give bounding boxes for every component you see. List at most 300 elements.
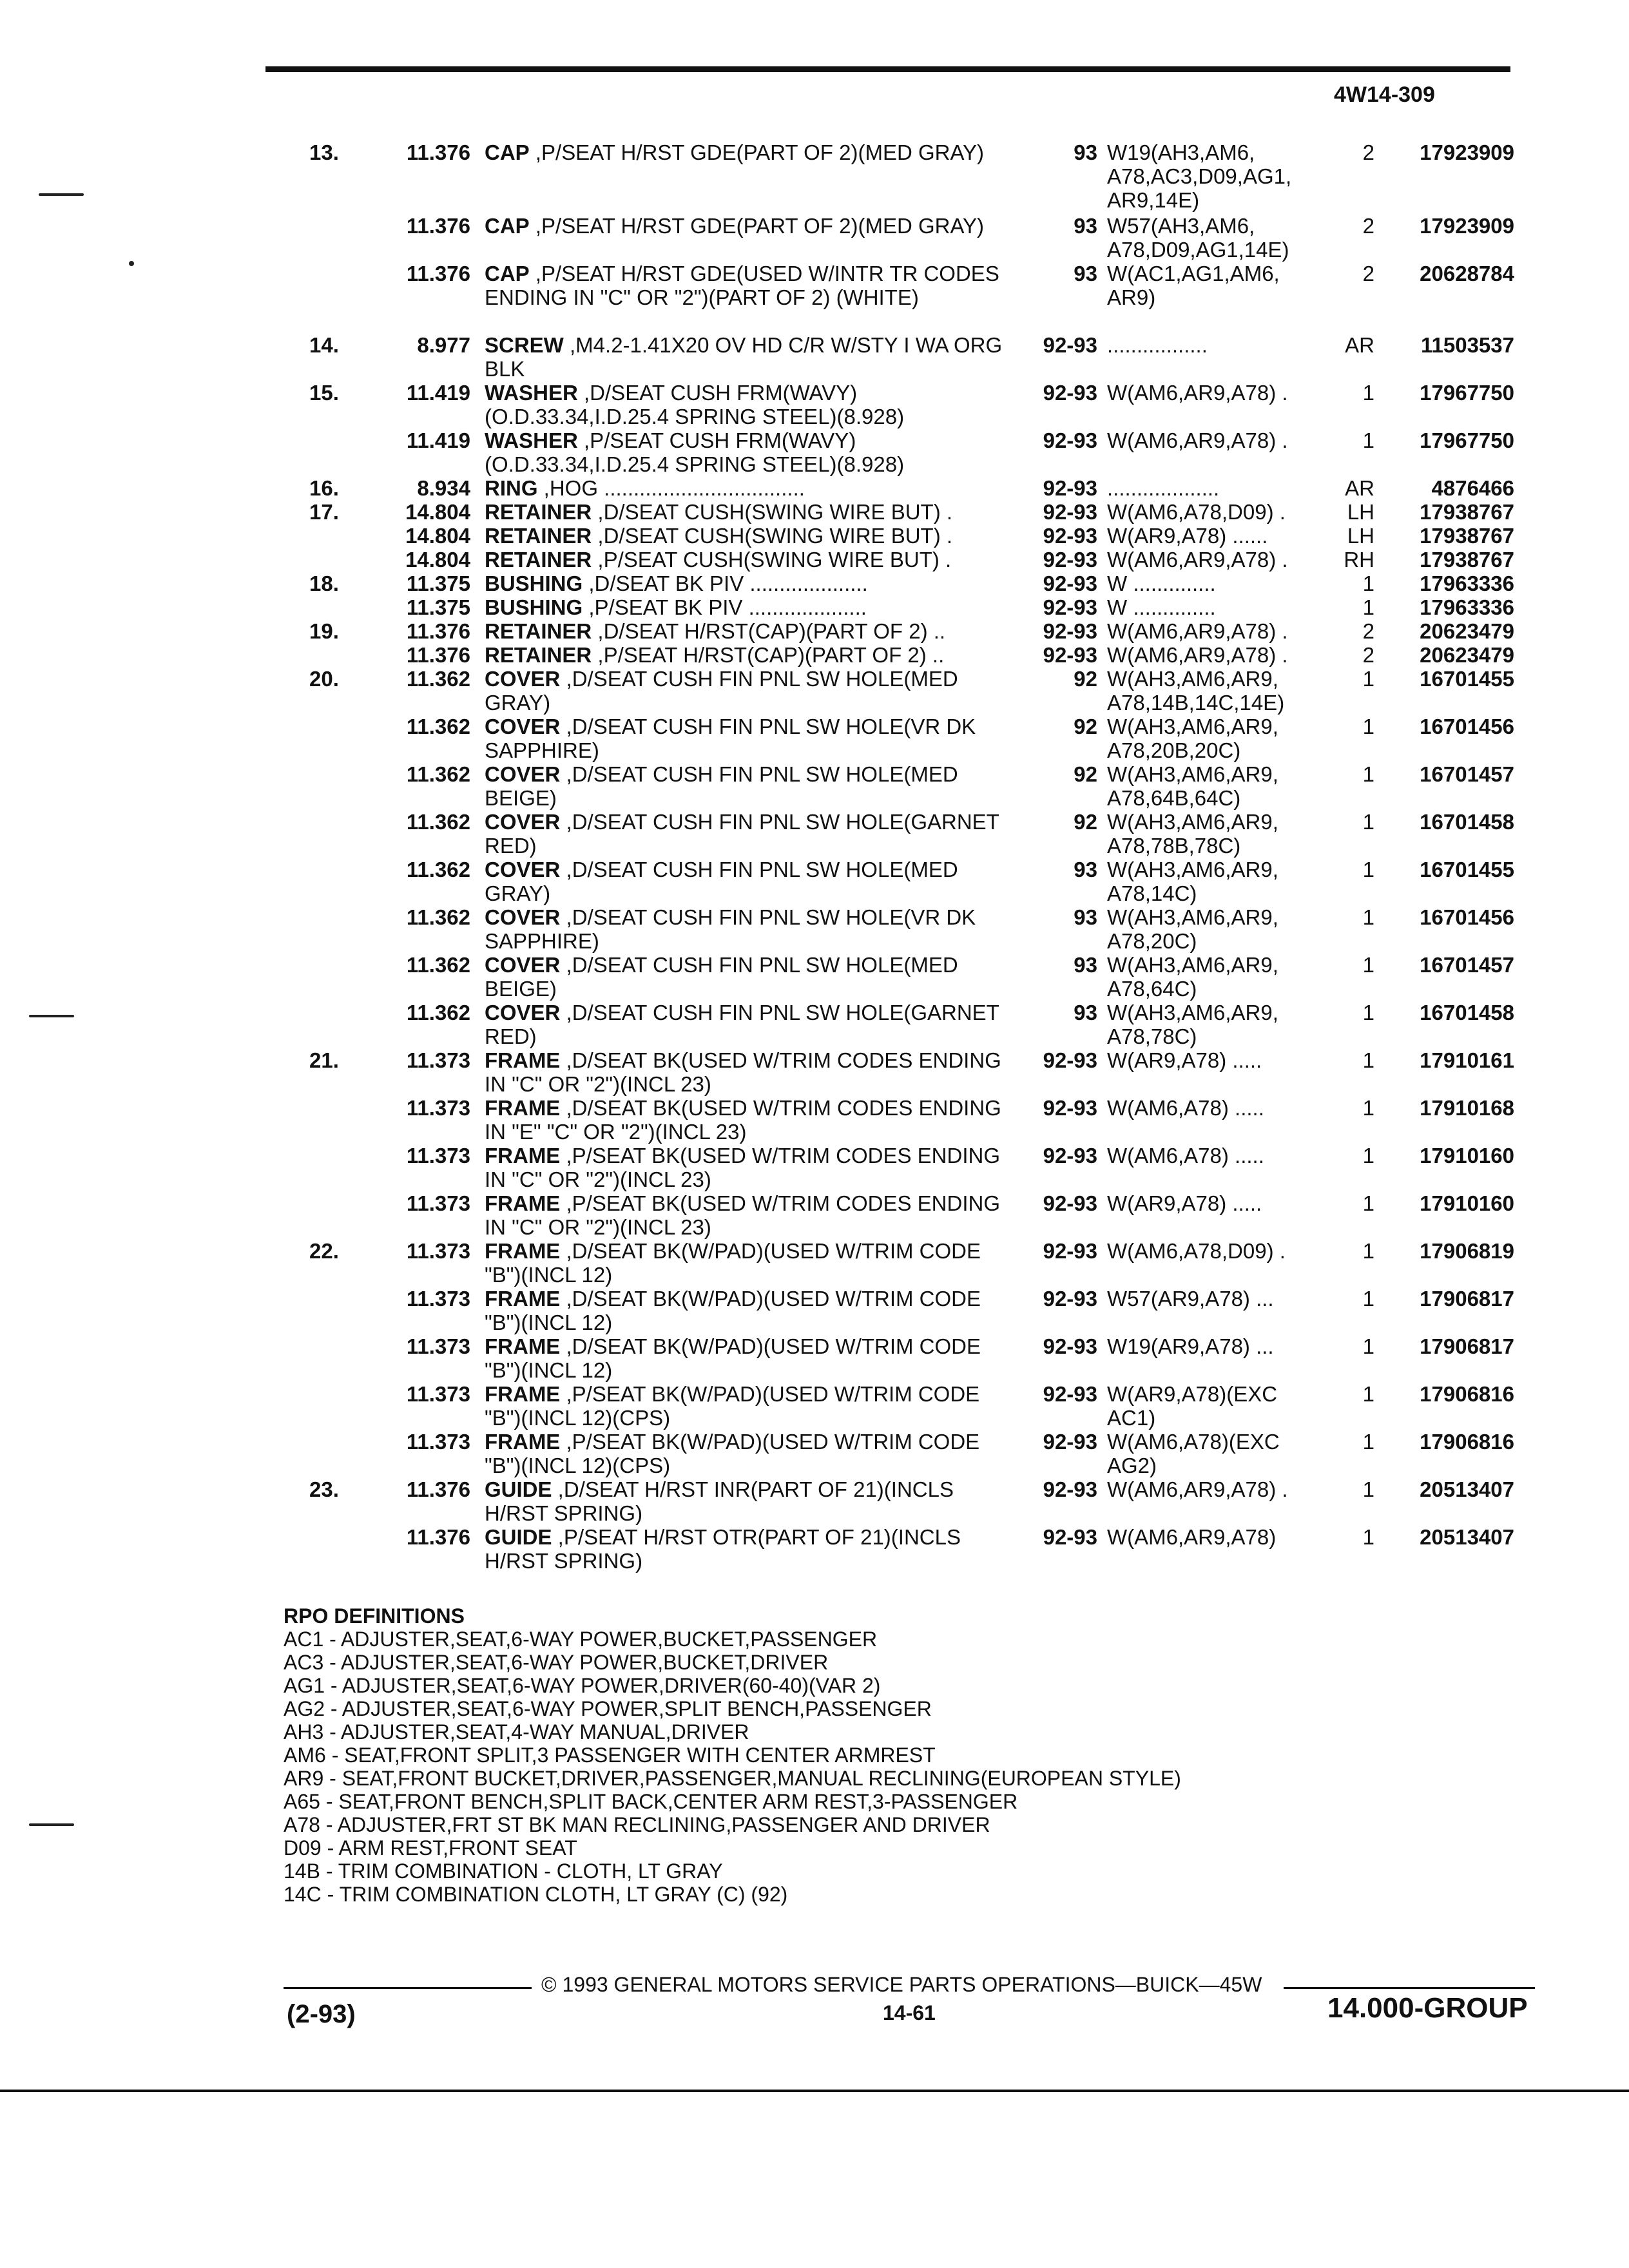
- part-description: [485, 1525, 1013, 1573]
- part-number: 17963336: [1420, 572, 1514, 595]
- usage-codes: W(AM6,AR9,A78) .: [1107, 1477, 1288, 1501]
- part-description: [485, 1477, 1013, 1525]
- group-number: 14.804: [405, 500, 470, 524]
- usage-codes: W(AM6,AR9,A78): [1107, 1525, 1277, 1549]
- part-detail: ,P/SEAT H/RST GDE(PART OF 2)(MED GRAY): [529, 140, 985, 164]
- quantity: 1: [1362, 381, 1374, 405]
- group-number: 11.376: [406, 262, 470, 285]
- group-number: 11.362: [406, 905, 470, 929]
- part-detail: ,D/SEAT H/RST(CAP)(PART OF 2) ..: [592, 619, 946, 643]
- model-year: 92-93: [1043, 476, 1097, 500]
- part-detail: ,D/SEAT H/RST INR(PART OF 21)(INCLS H/RST SPRING): [485, 1477, 954, 1525]
- part-number: 17910160: [1420, 1191, 1514, 1215]
- part-number: 16701455: [1420, 667, 1514, 691]
- part-detail: ,D/SEAT CUSH FIN PNL SW HOLE(VR DK SAPPHIRE): [485, 905, 976, 953]
- part-number: 16701457: [1420, 953, 1514, 977]
- part-detail: ,D/SEAT CUSH FIN PNL SW HOLE(GARNET RED): [485, 1001, 999, 1048]
- part-description: [485, 1096, 1013, 1144]
- table-row: [0, 333, 1629, 381]
- quantity: 1: [1362, 1430, 1374, 1454]
- quantity: AR: [1345, 476, 1374, 500]
- table-row: [0, 715, 1629, 762]
- part-name: COVER: [485, 715, 561, 738]
- part-number: 17910161: [1420, 1048, 1514, 1072]
- part-number: 17967750: [1420, 428, 1514, 452]
- part-detail: ,D/SEAT BK PIV ....................: [583, 572, 868, 595]
- table-row: [0, 1382, 1629, 1430]
- part-name: FRAME: [485, 1430, 561, 1454]
- part-number: 16701456: [1420, 905, 1514, 929]
- table-row: [0, 953, 1629, 1001]
- usage-codes: ...................: [1107, 476, 1220, 500]
- part-description: [485, 619, 1013, 643]
- part-detail: ,HOG ..................................: [537, 476, 805, 500]
- part-description: [485, 333, 1013, 381]
- group-number: 11.373: [406, 1334, 470, 1358]
- part-name: WASHER: [485, 381, 578, 405]
- usage-codes: W(AH3,AM6,AR9, A78,64C): [1107, 953, 1278, 1001]
- table-row: [0, 905, 1629, 953]
- part-number: 17906816: [1420, 1382, 1514, 1406]
- model-year: 93: [1074, 214, 1097, 238]
- top-rule: [265, 66, 1510, 72]
- model-year: 92: [1074, 810, 1097, 834]
- group-number: 11.373: [406, 1048, 470, 1072]
- group-number: 11.373: [406, 1287, 470, 1311]
- model-year: 92-93: [1043, 428, 1097, 452]
- part-number: 17967750: [1420, 381, 1514, 405]
- quantity: AR: [1345, 333, 1374, 357]
- quantity: 1: [1362, 572, 1374, 595]
- model-year: 92-93: [1043, 1334, 1097, 1358]
- model-year: 92-93: [1043, 1477, 1097, 1501]
- model-year: 92-93: [1043, 548, 1097, 572]
- part-name: COVER: [485, 667, 561, 691]
- part-number: 11503537: [1420, 333, 1514, 357]
- figure-number: 18.: [309, 572, 339, 595]
- quantity: 1: [1362, 1239, 1374, 1263]
- group-number: 11.362: [406, 1001, 470, 1024]
- usage-codes: W(AM6,A78)(EXC AG2): [1107, 1430, 1280, 1477]
- usage-codes: W(AM6,AR9,A78) .: [1107, 548, 1288, 572]
- table-row: [0, 810, 1629, 858]
- revision-date: (2-93): [287, 2000, 356, 2028]
- part-detail: ,D/SEAT BK(W/PAD)(USED W/TRIM CODE "B")(INCL 12): [485, 1334, 981, 1382]
- figure-number: 21.: [309, 1048, 339, 1072]
- quantity: 2: [1362, 214, 1374, 238]
- group-number: 11.373: [406, 1096, 470, 1120]
- model-year: 92-93: [1043, 1382, 1097, 1406]
- rpo-lines: [284, 1628, 1379, 1906]
- usage-codes: W(AR9,A78)(EXC AC1): [1107, 1382, 1278, 1430]
- part-description: [485, 1239, 1013, 1287]
- part-name: FRAME: [485, 1096, 561, 1120]
- usage-codes: W(AM6,AR9,A78) .: [1107, 381, 1288, 405]
- group-number: 14.804: [405, 548, 470, 572]
- rpo-definition: 14C - TRIM COMBINATION CLOTH, LT GRAY (C) (92): [284, 1883, 788, 1906]
- group-number: 11.362: [406, 762, 470, 786]
- model-year: 92-93: [1043, 524, 1097, 548]
- table-row: [0, 643, 1629, 667]
- table-row: [0, 595, 1629, 619]
- part-name: RETAINER: [485, 548, 592, 572]
- rpo-definition: AM6 - SEAT,FRONT SPLIT,3 PASSENGER WITH CENTER ARMREST: [284, 1744, 936, 1767]
- model-year: 92-93: [1043, 500, 1097, 524]
- part-description: [485, 140, 1013, 164]
- table-row: [0, 381, 1629, 428]
- table-row: [0, 524, 1629, 548]
- part-number: 20623479: [1420, 619, 1514, 643]
- quantity: 1: [1362, 1477, 1374, 1501]
- part-detail: ,D/SEAT BK(W/PAD)(USED W/TRIM CODE "B")(INCL 12): [485, 1287, 981, 1334]
- quantity: 1: [1362, 762, 1374, 786]
- part-detail: ,D/SEAT CUSH FIN PNL SW HOLE(VR DK SAPPHIRE): [485, 715, 976, 762]
- group-number: 11.375: [406, 572, 470, 595]
- model-year: 93: [1074, 858, 1097, 881]
- part-description: [485, 810, 1013, 858]
- table-row: [0, 572, 1629, 595]
- part-number: 20513407: [1420, 1525, 1514, 1549]
- rpo-definition: A78 - ADJUSTER,FRT ST BK MAN RECLINING,PASSENGER AND DRIVER: [284, 1813, 990, 1836]
- part-description: [485, 500, 1013, 524]
- model-year: 92-93: [1043, 333, 1097, 357]
- quantity: 1: [1362, 1287, 1374, 1311]
- part-detail: ,D/SEAT CUSH(SWING WIRE BUT) .: [592, 524, 953, 548]
- usage-codes: W(AM6,AR9,A78) .: [1107, 643, 1288, 667]
- quantity: 1: [1362, 595, 1374, 619]
- usage-codes: W(AH3,AM6,AR9, A78,78C): [1107, 1001, 1278, 1048]
- quantity: LH: [1347, 524, 1374, 548]
- group-number: 11.362: [406, 715, 470, 738]
- table-row: [0, 619, 1629, 643]
- part-name: COVER: [485, 905, 561, 929]
- usage-codes: W57(AH3,AM6, A78,D09,AG1,14E): [1107, 214, 1289, 262]
- usage-codes: W ..............: [1107, 595, 1216, 619]
- table-row: [0, 214, 1629, 262]
- part-detail: ,P/SEAT H/RST OTR(PART OF 21)(INCLS H/RST SPRING): [485, 1525, 961, 1573]
- part-detail: ,D/SEAT BK(USED W/TRIM CODES ENDING IN "E" "C" OR "2")(INCL 23): [485, 1096, 1001, 1144]
- table-row: [0, 500, 1629, 524]
- part-number: 17906819: [1420, 1239, 1514, 1263]
- part-name: GUIDE: [485, 1525, 552, 1549]
- quantity: 2: [1362, 140, 1374, 164]
- usage-codes: .................: [1107, 333, 1208, 357]
- part-number: 17923909: [1420, 214, 1514, 238]
- usage-codes: W(AM6,AR9,A78) .: [1107, 619, 1288, 643]
- group-number: 11.362: [406, 953, 470, 977]
- part-name: FRAME: [485, 1191, 561, 1215]
- part-detail: ,D/SEAT CUSH FIN PNL SW HOLE(MED GRAY): [485, 858, 958, 905]
- table-row: [0, 1334, 1629, 1382]
- quantity: 1: [1362, 1001, 1374, 1024]
- table-row: [0, 1477, 1629, 1525]
- usage-codes: W(AH3,AM6,AR9, A78,64B,64C): [1107, 762, 1278, 810]
- part-name: RETAINER: [485, 643, 592, 667]
- usage-codes: W(AH3,AM6,AR9, A78,20B,20C): [1107, 715, 1278, 762]
- part-name: RETAINER: [485, 619, 592, 643]
- part-name: FRAME: [485, 1144, 561, 1168]
- figure-number: 15.: [309, 381, 339, 405]
- parts-list: [0, 140, 1629, 1573]
- model-year: 92-93: [1043, 1239, 1097, 1263]
- figure-number: 16.: [309, 476, 339, 500]
- part-name: RETAINER: [485, 500, 592, 524]
- rpo-definition: AC1 - ADJUSTER,SEAT,6-WAY POWER,BUCKET,PASSENGER: [284, 1628, 878, 1651]
- part-description: [485, 476, 1013, 500]
- rpo-definition: AG2 - ADJUSTER,SEAT,6-WAY POWER,SPLIT BENCH,PASSENGER: [284, 1697, 932, 1720]
- figure-number: 19.: [309, 619, 339, 643]
- quantity: 1: [1362, 1048, 1374, 1072]
- rpo-definitions: [284, 1604, 1379, 1906]
- model-year: 93: [1074, 905, 1097, 929]
- part-description: [485, 572, 1013, 595]
- table-row: [0, 476, 1629, 500]
- quantity: 1: [1362, 1334, 1374, 1358]
- part-number: 17906816: [1420, 1430, 1514, 1454]
- table-row: [0, 140, 1629, 214]
- group-number: 11.419: [406, 428, 470, 452]
- quantity: 2: [1362, 619, 1374, 643]
- part-description: [485, 1191, 1013, 1239]
- part-number: 17938767: [1420, 500, 1514, 524]
- figure-number: 22.: [309, 1239, 339, 1263]
- part-number: 16701455: [1420, 858, 1514, 881]
- rpo-definition: AC3 - ADJUSTER,SEAT,6-WAY POWER,BUCKET,DRIVER: [284, 1651, 829, 1674]
- part-detail: ,D/SEAT CUSH FIN PNL SW HOLE(MED GRAY): [485, 667, 958, 715]
- usage-codes: W(AR9,A78) .....: [1107, 1048, 1262, 1072]
- figure-number: 23.: [309, 1477, 339, 1501]
- model-year: 92-93: [1043, 619, 1097, 643]
- usage-codes: W(AH3,AM6,AR9, A78,14B,14C,14E): [1107, 667, 1285, 715]
- model-year: 93: [1074, 953, 1097, 977]
- part-name: COVER: [485, 953, 561, 977]
- group-number: 11.373: [406, 1239, 470, 1263]
- part-number: 17910160: [1420, 1144, 1514, 1168]
- part-number: 4876466: [1431, 476, 1514, 500]
- part-description: [485, 1048, 1013, 1096]
- group-number: 11.373: [406, 1191, 470, 1215]
- part-detail: ,P/SEAT CUSH(SWING WIRE BUT) .: [592, 548, 952, 572]
- group-label: 14.000-GROUP: [1327, 1992, 1528, 2024]
- table-row: [0, 1048, 1629, 1096]
- group-number: 8.977: [417, 333, 470, 357]
- part-detail: ,D/SEAT CUSH FIN PNL SW HOLE(GARNET RED): [485, 810, 999, 858]
- part-detail: ,D/SEAT CUSH(SWING WIRE BUT) .: [592, 500, 953, 524]
- table-row: [0, 762, 1629, 810]
- usage-codes: W19(AH3,AM6, A78,AC3,D09,AG1, AR9,14E): [1107, 140, 1292, 212]
- footer-rule-left: [284, 1987, 532, 1989]
- part-name: FRAME: [485, 1382, 561, 1406]
- bottom-rule: [0, 2090, 1629, 2092]
- quantity: 1: [1362, 858, 1374, 881]
- part-number: 17906817: [1420, 1334, 1514, 1358]
- table-row: [0, 667, 1629, 715]
- part-name: FRAME: [485, 1048, 561, 1072]
- figure-number: 17.: [309, 500, 339, 524]
- part-detail: ,D/SEAT BK(W/PAD)(USED W/TRIM CODE "B")(INCL 12): [485, 1239, 981, 1287]
- usage-codes: W(AM6,A78,D09) .: [1107, 500, 1286, 524]
- model-year: 92-93: [1043, 1096, 1097, 1120]
- quantity: 2: [1362, 262, 1374, 285]
- quantity: 1: [1362, 428, 1374, 452]
- usage-codes: W19(AR9,A78) ...: [1107, 1334, 1274, 1358]
- rpo-definition: 14B - TRIM COMBINATION - CLOTH, LT GRAY: [284, 1860, 723, 1883]
- usage-codes: W(AH3,AM6,AR9, A78,78B,78C): [1107, 810, 1278, 858]
- group-number: 11.376: [406, 1525, 470, 1549]
- margin-mark: [29, 1015, 74, 1017]
- part-description: [485, 1382, 1013, 1430]
- part-detail: ,P/SEAT BK(USED W/TRIM CODES ENDING IN "C" OR "2")(INCL 23): [485, 1191, 1001, 1239]
- part-name: FRAME: [485, 1239, 561, 1263]
- part-name: CAP: [485, 214, 530, 238]
- usage-codes: W(AM6,A78) .....: [1107, 1144, 1264, 1168]
- part-name: SCREW: [485, 333, 564, 357]
- part-name: BUSHING: [485, 595, 583, 619]
- table-row: [0, 858, 1629, 905]
- table-row: [0, 1287, 1629, 1334]
- table-row: [0, 1525, 1629, 1573]
- model-year: 92-93: [1043, 1287, 1097, 1311]
- usage-codes: W ..............: [1107, 572, 1216, 595]
- part-detail: ,D/SEAT CUSH FRM(WAVY) (O.D.33.34,I.D.25.4 SPRING STEEL)(8.928): [485, 381, 905, 428]
- table-row: [0, 548, 1629, 572]
- part-description: [485, 762, 1013, 810]
- usage-codes: W(AM6,A78,D09) .: [1107, 1239, 1286, 1263]
- part-name: CAP: [485, 262, 530, 285]
- model-year: 92: [1074, 715, 1097, 738]
- margin-dot: [129, 261, 134, 266]
- part-description: [485, 1334, 1013, 1382]
- model-year: 92-93: [1043, 643, 1097, 667]
- usage-codes: W(AH3,AM6,AR9, A78,14C): [1107, 858, 1278, 905]
- model-year: 92-93: [1043, 1191, 1097, 1215]
- model-year: 92-93: [1043, 572, 1097, 595]
- part-description: [485, 858, 1013, 905]
- page-number: 14-61: [883, 2001, 936, 2024]
- part-name: COVER: [485, 762, 561, 786]
- part-number: 17938767: [1420, 548, 1514, 572]
- table-row: [0, 1096, 1629, 1144]
- part-description: [485, 905, 1013, 953]
- table-row: [0, 1001, 1629, 1048]
- part-number: 17906817: [1420, 1287, 1514, 1311]
- rpo-definition: AR9 - SEAT,FRONT BUCKET,DRIVER,PASSENGER,MANUAL RECLINING(EUROPEAN STYLE): [284, 1767, 1181, 1790]
- model-year: 92-93: [1043, 1048, 1097, 1072]
- quantity: 1: [1362, 1144, 1374, 1168]
- quantity: LH: [1347, 500, 1374, 524]
- part-name: RETAINER: [485, 524, 592, 548]
- part-detail: ,D/SEAT CUSH FIN PNL SW HOLE(MED BEIGE): [485, 762, 958, 810]
- rpo-definition: AH3 - ADJUSTER,SEAT,4-WAY MANUAL,DRIVER: [284, 1720, 749, 1744]
- part-number: 16701458: [1420, 1001, 1514, 1024]
- table-row: [0, 1191, 1629, 1239]
- part-number: 17938767: [1420, 524, 1514, 548]
- part-name: COVER: [485, 858, 561, 881]
- part-description: [485, 428, 1013, 476]
- group-number: 11.373: [406, 1144, 470, 1168]
- part-detail: ,P/SEAT BK(W/PAD)(USED W/TRIM CODE "B")(INCL 12)(CPS): [485, 1430, 980, 1477]
- quantity: 1: [1362, 953, 1374, 977]
- group-number: 11.376: [406, 619, 470, 643]
- group-number: 11.373: [406, 1430, 470, 1454]
- part-name: BUSHING: [485, 572, 583, 595]
- usage-codes: W(AC1,AG1,AM6, AR9): [1107, 262, 1280, 309]
- part-description: [485, 262, 1013, 309]
- table-row: [0, 1239, 1629, 1287]
- figure-number: 20.: [309, 667, 339, 691]
- part-number: 20628784: [1420, 262, 1514, 285]
- part-number: 17923909: [1420, 140, 1514, 164]
- part-detail: ,D/SEAT BK(USED W/TRIM CODES ENDING IN "C" OR "2")(INCL 23): [485, 1048, 1001, 1096]
- part-description: [485, 1287, 1013, 1334]
- table-row: [0, 262, 1629, 333]
- part-description: [485, 715, 1013, 762]
- rpo-title: RPO DEFINITIONS: [284, 1604, 465, 1628]
- part-description: [485, 381, 1013, 428]
- part-name: FRAME: [485, 1287, 561, 1311]
- usage-codes: W(AM6,AR9,A78) .: [1107, 428, 1288, 452]
- part-description: [485, 1144, 1013, 1191]
- usage-codes: W(AR9,A78) .....: [1107, 1191, 1262, 1215]
- quantity: 1: [1362, 905, 1374, 929]
- copyright: © 1993 GENERAL MOTORS SERVICE PARTS OPERATIONS—BUICK—45W: [541, 1973, 1262, 1996]
- table-row: [0, 1430, 1629, 1477]
- quantity: 2: [1362, 643, 1374, 667]
- usage-codes: W(AH3,AM6,AR9, A78,20C): [1107, 905, 1278, 953]
- usage-codes: W(AM6,A78) .....: [1107, 1096, 1264, 1120]
- part-name: COVER: [485, 1001, 561, 1024]
- model-year: 93: [1074, 1001, 1097, 1024]
- part-description: [485, 524, 1013, 548]
- quantity: RH: [1344, 548, 1374, 572]
- part-number: 20513407: [1420, 1477, 1514, 1501]
- group-number: 11.362: [406, 858, 470, 881]
- quantity: 1: [1362, 1525, 1374, 1549]
- page-id: 4W14-309: [1334, 82, 1435, 107]
- table-row: [0, 1144, 1629, 1191]
- part-detail: ,P/SEAT H/RST(CAP)(PART OF 2) ..: [592, 643, 945, 667]
- usage-codes: W57(AR9,A78) ...: [1107, 1287, 1274, 1311]
- figure-number: 13.: [309, 140, 339, 164]
- usage-codes: W(AR9,A78) ......: [1107, 524, 1268, 548]
- part-detail: ,P/SEAT BK(W/PAD)(USED W/TRIM CODE "B")(INCL 12)(CPS): [485, 1382, 980, 1430]
- quantity: 1: [1362, 667, 1374, 691]
- part-description: [485, 595, 1013, 619]
- model-year: 92-93: [1043, 1144, 1097, 1168]
- part-description: [485, 548, 1013, 572]
- rpo-definition: AG1 - ADJUSTER,SEAT,6-WAY POWER,DRIVER(60-40)(VAR 2): [284, 1674, 881, 1697]
- model-year: 92-93: [1043, 1525, 1097, 1549]
- table-row: [0, 428, 1629, 476]
- rpo-definition: D09 - ARM REST,FRONT SEAT: [284, 1836, 577, 1860]
- part-detail: ,M4.2-1.41X20 OV HD C/R W/STY I WA ORG BLK: [485, 333, 1003, 381]
- part-detail: ,P/SEAT H/RST GDE(PART OF 2)(MED GRAY): [529, 214, 985, 238]
- quantity: 1: [1362, 810, 1374, 834]
- part-name: WASHER: [485, 428, 578, 452]
- group-number: 11.375: [406, 595, 470, 619]
- part-number: 20623479: [1420, 643, 1514, 667]
- part-description: [485, 643, 1013, 667]
- margin-mark: [39, 193, 84, 196]
- rpo-definition: A65 - SEAT,FRONT BENCH,SPLIT BACK,CENTER ARM REST,3-PASSENGER: [284, 1790, 1018, 1813]
- part-detail: ,P/SEAT H/RST GDE(USED W/INTR TR CODES ENDING IN "C" OR "2")(PART OF 2) (WHITE): [485, 262, 999, 309]
- quantity: 1: [1362, 715, 1374, 738]
- part-number: 16701457: [1420, 762, 1514, 786]
- group-number: 11.376: [406, 214, 470, 238]
- group-number: 11.419: [406, 381, 470, 405]
- model-year: 92: [1074, 762, 1097, 786]
- figure-number: 14.: [309, 333, 339, 357]
